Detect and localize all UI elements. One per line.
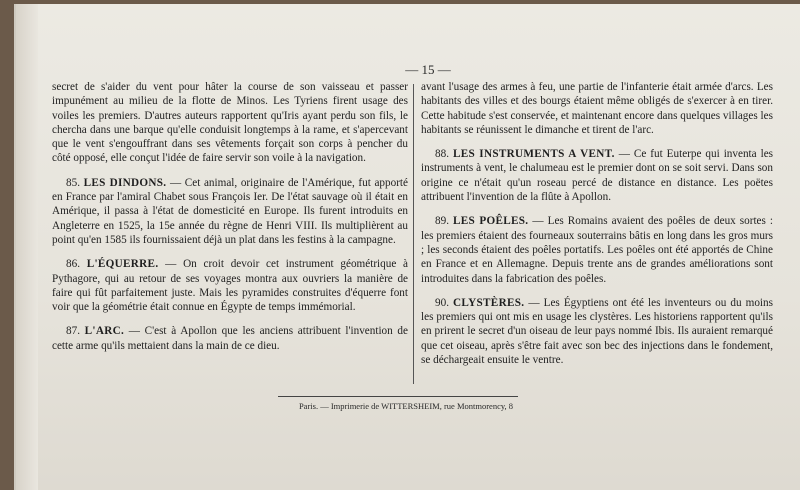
- entry-number: 89.: [435, 215, 449, 228]
- entry-text: — Ce fut Euterpe qui inventa les instruments à vent, le chalumeau est le premier dont on se soit servi. Dans son origine ce n'était qu'un roseau percé de distance en distance. Les poëtes attribuent l'invention de la flûte à Apollon.: [421, 148, 774, 204]
- entry-86: [52, 257, 408, 314]
- right-column: [421, 80, 773, 377]
- entry-title: LES POÊLES.: [453, 215, 529, 228]
- book-page: [14, 4, 800, 490]
- footer-rule: [278, 396, 518, 397]
- entry-89: [421, 214, 773, 285]
- entry-number: 90.: [435, 296, 449, 309]
- entry-87: [52, 324, 408, 353]
- entry-title: LES INSTRUMENTS A VENT.: [452, 148, 615, 161]
- entry-text: — Cet animal, originaire de l'Amérique, fut apporté en France par l'amiral Chabet sous François Ier. De l'état sauvage où il était en Amérique, il passa à l'état de domesticité en Europe. Ils furent introduits en Angleterre en 1525, la 15e année du règne de Henri VIII. Ils multiplièrent au point qu'en 1585 ils fournissaient déjà un plat dans les festins à la campagne.: [52, 176, 409, 246]
- entry-title: CLYSTÈRES.: [453, 296, 525, 309]
- page-fold: [16, 4, 38, 490]
- entry-title: LES DINDONS.: [83, 176, 167, 189]
- right-continuation: avant l'usage des armes à feu, une partie de l'infanterie était armée d'arcs. Les habitants des villes et des bourgs étaient même obligés de s'exercer à en tirer. Cette habitude s'est conservée, et maintenant encore dans quelques villages les habitants se réunissent le dimanche et tirent de l'arc.: [421, 81, 773, 136]
- left-continuation: secret de s'aider du vent pour hâter la course de son vaisseau et passer impunément au milieu de la flotte de Minos. Les Tyriens firent usage des voiles les premiers. D'autres auteurs rapportent qu'Iris ayant perdu son fils, le chercha dans une barque qu'elle conduisit longtemps à la rame, et s'apercevant que le vent s'engouffrant dans ses vêtements forçait son corps à pencher du côté opposé, elle conçut l'idée de faire servir son voile à la navigation.: [52, 81, 408, 165]
- entry-number: 88.: [435, 148, 449, 161]
- entry-85: [52, 176, 408, 247]
- entry-title: L'ÉQUERRE.: [86, 258, 159, 271]
- entry-text: — Les Romains avaient des poêles de deux sortes : les premiers étaient des fourneaux souterrains bâtis en long dans les gros murs ; les seconds étaient des poêles portatifs. Les poêles ont été apportés de Chine en France et en Allemagne. Depuis trente ans de grandes améliorations sont introduites dans la fabrication des poêles.: [421, 215, 773, 285]
- printer-imprint: Paris. — Imprimerie de WITTERSHEIM, rue Montmorency, 8: [298, 401, 514, 411]
- left-column: [52, 80, 408, 363]
- entry-text: — Les Égyptiens ont été les inventeurs ou du moins les premiers qui ont mis en usage les clystères. Les historiens rapportent qu'ils en prirent le secret d'un oiseau de leur pays nommé Ibis. Ils auraient remarqué que cet oiseau, après s'être fait avec son bec des injections dans le fondement, se déchargeait ensuite le ventre.: [421, 296, 773, 367]
- column-divider: [413, 84, 414, 384]
- entry-90: [421, 296, 773, 367]
- entry-number: 85.: [66, 176, 80, 189]
- page-number: — 15 —: [405, 62, 451, 77]
- entry-88: [421, 147, 773, 204]
- entry-title: L'ARC.: [84, 325, 125, 338]
- entry-text: — On croit devoir cet instrument géométrique à Pythagore, qui au retour de ses voyages montra aux ouvriers la manière de faire qui fût parfaitement juste. Mais les pyramides construites d'équerre font voir que la géométrie était connue en Égypte de temps immémorial.: [52, 258, 409, 314]
- entry-number: 86.: [66, 258, 80, 271]
- entry-text: — C'est à Apollon que les anciens attribuent l'invention de cette arme qu'ils mettaient dans la main de ce dieu.: [52, 325, 408, 352]
- entry-number: 87.: [66, 325, 80, 338]
